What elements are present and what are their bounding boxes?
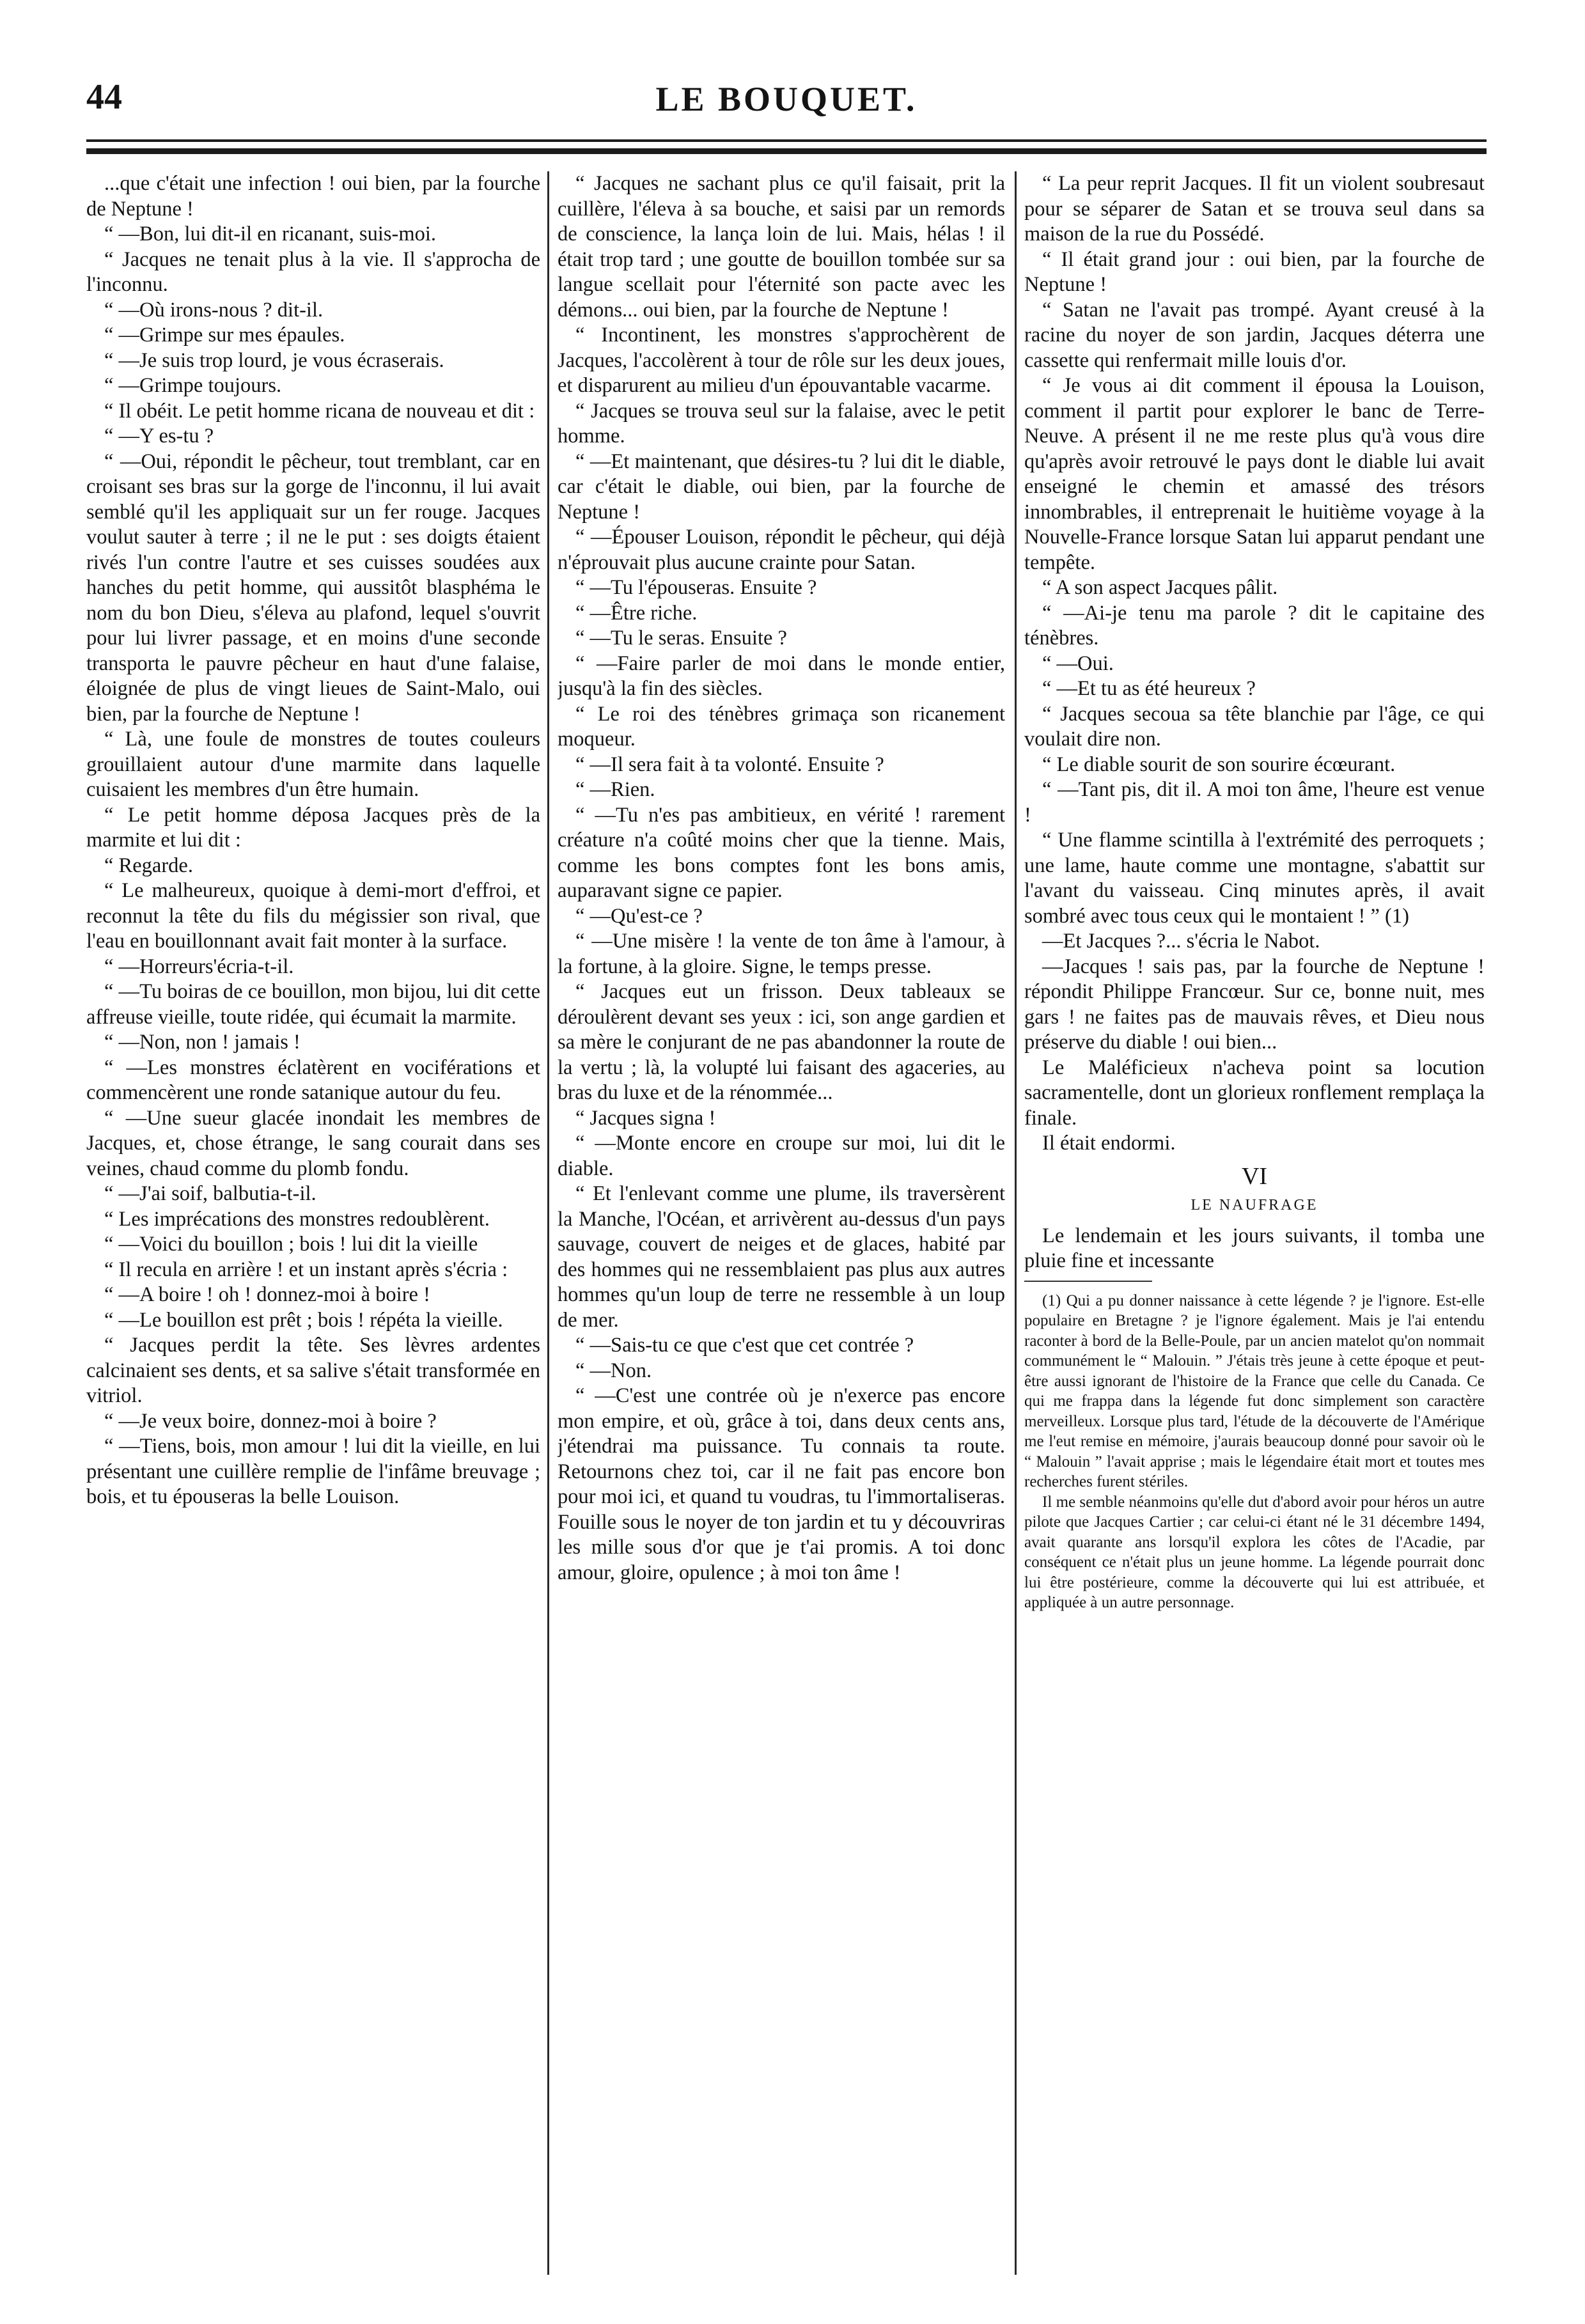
header-rule-thin xyxy=(86,139,1487,142)
paragraph: “ —Je veux boire, donnez-moi à boire ? xyxy=(104,1409,437,1433)
paragraph: “ Je vous ai dit comment il épousa la Louison, comment il partit pour explorer le banc de Terre-Neuve. A présent il ne me reste plus qu'à vous dire qu'après avoir retrouvé le pays dont le diable lui avait enseigné le chemin et amassé des trésors innombrables, il entreprenait le huitième voyage à la Nouvelle-France lorsque Satan lui apparut pendant une tempête. xyxy=(1024,374,1485,574)
paragraph: “ Jacques se trouva seul sur la falaise, avec le petit homme. xyxy=(558,399,1005,448)
paragraph: “ —Sais-tu ce que c'est que cet contrée ? xyxy=(575,1334,914,1357)
paragraph: “ —Non, non ! jamais ! xyxy=(104,1031,301,1054)
paragraph: “ —Je suis trop lourd, je vous écraserais. xyxy=(104,348,444,372)
paragraph: “ Regarde. xyxy=(104,854,193,877)
paragraph: “ Jacques eut un frisson. Deux tableaux se déroulèrent devant ses yeux : ici, son ange gardien et sa mère le conjurant de ne pas abandonner la route de la vertu ; là, la volupté lui faisant des agaceries, au bras du luxe et de la rénommée... xyxy=(558,980,1005,1104)
paragraph: “ —Tant pis, dit il. A moi ton âme, l'heure est venue ! xyxy=(1024,778,1485,827)
paragraph: “ —Et maintenant, que désires-tu ? lui dit le diable, car c'était le diable, oui bien, par la fourche de Neptune ! xyxy=(558,449,1005,524)
paragraph: “ —Qu'est-ce ? xyxy=(575,904,703,928)
paragraph: “ —Bon, lui dit-il en ricanant, suis-moi. xyxy=(104,222,437,246)
paragraph: “ Il était grand jour : oui bien, par la fourche de Neptune ! xyxy=(1024,247,1485,296)
paragraph: “ —Oui. xyxy=(1042,651,1114,675)
paragraph: Le lendemain et les jours suivants, il tomba une pluie fine et incessante xyxy=(1024,1224,1485,1272)
paragraph: “ La peur reprit Jacques. Il fit un violent soubresaut pour se séparer de Satan et se trouva seul dans sa maison de la rue du Possédé. xyxy=(1024,172,1485,246)
paragraph: “ —Épouser Louison, répondit le pêcheur, qui déjà n'éprouvait plus aucune crainte pour Satan. xyxy=(558,526,1005,574)
paragraph: “ —Grimpe toujours. xyxy=(104,374,282,397)
paragraph: “ Satan ne l'avait pas trompé. Ayant creusé à la racine du noyer de son jardin, Jacques déterra une cassette qui renfermait mille louis d'or. xyxy=(1024,298,1485,372)
paragraph: “ —Non. xyxy=(575,1359,652,1382)
paragraph: “ —Le bouillon est prêt ; bois ! répéta la vieille. xyxy=(104,1308,503,1332)
paragraph: “ —A boire ! oh ! donnez-moi à boire ! xyxy=(104,1283,430,1306)
paragraph: —Et Jacques ?... s'écria le Nabot. xyxy=(1042,930,1320,953)
paragraph: —Jacques ! sais pas, par la fourche de Neptune ! répondit Philippe Francœur. Sur ce, bonne nuit, mes gars ! ne faites pas de mauvais rêves, et Dieu nous préserve du diable ! oui bien... xyxy=(1024,955,1485,1054)
paragraph: “ —Tu l'épouseras. Ensuite ? xyxy=(575,576,817,599)
footnote: Il me semble néanmoins qu'elle dut d'abord avoir pour héros un autre pilote que Jacques Cartier ; car celui-ci étant né le 31 décembre 1494, avait quarante ans lorsqu'il explora les côtes de l'Acadie, par conséquent ce n'était plus un jeune homme. La légende pourrait donc lui être postérieure, comme la découverte qui lui est attribuée, et appliquée à un autre personnage. xyxy=(1024,1493,1485,1611)
paragraph: “ —Voici du bouillon ; bois ! lui dit la vieille xyxy=(104,1233,478,1256)
paragraph: “ Les imprécations des monstres redoublèrent. xyxy=(104,1207,490,1231)
paragraph: “ —Les monstres éclatèrent en vociférations et commencèrent une ronde satanique autour du feu. xyxy=(86,1056,540,1104)
paragraph: “ —Une sueur glacée inondait les membres de Jacques, et, chose étrange, le sang courait dans ses veines, chaud comme du plomb fondu. xyxy=(86,1106,540,1180)
paragraph: “ —Ai-je tenu ma parole ? dit le capitaine des ténèbres. xyxy=(1024,601,1485,650)
footnote: (1) Qui a pu donner naissance à cette légende ? je l'ignore. Est-elle populaire en Bretagne ? je l'ignore également. Mais je l'ai entendu raconter à bord de la Belle-Poule, par un ancien matelot qu'on nommait communément le “ Malouin. ” J'étais très jeune à cette époque et peut-être aussi ignorant de l'histoire de la France que celle du Canada. Ce qui me frappa dans la légende fut donc simplement son caractère merveilleux. Lorsque plus tard, l'étude de la découverte de l'Amérique me l'eut remise en mémoire, j'aurais beaucoup donné pour savoir où le “ Malouin ” l'avait apprise ; mais le légendaire était mort et toutes mes recherches furent stériles. xyxy=(1024,1291,1485,1490)
chapter-number: VI xyxy=(1241,1162,1268,1190)
text-column-3 xyxy=(1024,171,1485,2281)
paragraph: “ Le petit homme déposa Jacques près de la marmite et lui dit : xyxy=(86,803,540,852)
paragraph: “ —Être riche. xyxy=(575,601,698,625)
paragraph: “ Le diable sourit de son sourire écœurant. xyxy=(1042,753,1396,776)
paragraph: “ —Tiens, bois, mon amour ! lui dit la vieille, en lui présentant une cuillère remplie de l'infâme breuvage ; bois, et tu épouseras la belle Louison. xyxy=(86,1435,540,1508)
paragraph: “ Incontinent, les monstres s'approchèrent de Jacques, l'accolèrent à tour de rôle sur les deux joues, et disparurent au milieu d'un épouvantable vacarme. xyxy=(558,324,1005,397)
page-number: 44 xyxy=(86,77,122,117)
paragraph: Il était endormi. xyxy=(1042,1132,1176,1155)
paragraph: “ —Une misère ! la vente de ton âme à l'amour, à la fortune, à la gloire. Signe, le temps presse. xyxy=(558,930,1005,978)
paragraph: “ Le malheureux, quoique à demi-mort d'effroi, et reconnut la tête du fils du mégissier son rival, que l'eau en bouillonnant avait fait monter à la surface. xyxy=(86,879,540,953)
header-rule-thick xyxy=(86,148,1487,154)
paragraph: “ —Horreurs'écria-t-il. xyxy=(104,955,294,978)
paragraph: “ —Il sera fait à ta volonté. Ensuite ? xyxy=(575,753,884,776)
paragraph: “ —Tu le seras. Ensuite ? xyxy=(575,627,787,650)
paragraph: “ Jacques ne tenait plus à la vie. Il s'approcha de l'inconnu. xyxy=(86,247,540,296)
paragraph: “ —Où irons-nous ? dit-il. xyxy=(104,298,324,322)
paragraph: “ Jacques signa ! xyxy=(575,1106,716,1130)
paragraph: “ —C'est une contrée où je n'exerce pas encore mon empire, et où, grâce à toi, dans deux cents ans, j'étendrai ma puissance. Tu connais ta route. Retournons chez toi, car il ne fait pas encore bon pour moi ici, et quand tu voudras, tu l'immortaliseras. Fouille sous le noyer de ton jardin et tu y découvriras les mille sous d'or que je t'ai promis. A toi donc amour, gloire, opulence ; à moi ton âme ! xyxy=(558,1384,1005,1584)
column-separator xyxy=(1015,171,1017,2275)
paragraph: “ Une flamme scintilla à l'extrémité des perroquets ; une lame, haute comme une montagne, s'abattit sur l'avant du vaisseau. Cinq minutes après, il avait sombré avec tous ceux qui le montaient ! ” (1) xyxy=(1024,829,1485,928)
text-column-1 xyxy=(86,171,540,2281)
paragraph: “ —Et tu as été heureux ? xyxy=(1042,677,1256,700)
chapter-title: LE NAUFRAGE xyxy=(1191,1197,1318,1213)
paragraph: “ Et l'enlevant comme une plume, ils traversèrent la Manche, l'Océan, et arrivèrent au-dessus d'un pays sauvage, couvert de neiges et de glaces, habité par des hommes qui ne ressemblaient pas plus aux autres hommes qu'un loup de terre ne ressemble à un loup de mer. xyxy=(558,1182,1005,1332)
paragraph: “ —Faire parler de moi dans le monde entier, jusqu'à la fin des siècles. xyxy=(558,651,1005,700)
column-separator xyxy=(547,171,549,2275)
paragraph: “ —Oui, répondit le pêcheur, tout tremblant, car en croisant ses bras sur la gorge de l'inconnu, il lui avait semblé qu'il les appliquait sur un fer rouge. Jacques voulut sauter à terre ; il ne le put : ses doigts étaient rivés l'un contre l'autre et ses cuisses soudées aux hanches du petit homme, qui aussitôt blasphéma le nom du bon Dieu, s'éleva au plafond, lequel s'ouvrit pour lui livrer passage, et en moins d'une seconde transporta le pauvre pêcheur en haut d'une falaise, éloignée de plus de vingt lieues de Saint-Malo, oui bien, par la fourche de Neptune ! xyxy=(86,449,540,726)
paragraph: “ —Rien. xyxy=(575,778,655,801)
paragraph: ...que c'était une infection ! oui bien, par la fourche de Neptune ! xyxy=(86,172,540,221)
paragraph: “ —Y es-tu ? xyxy=(104,425,214,448)
page-header xyxy=(86,77,1487,141)
text-column-2 xyxy=(558,171,1005,2281)
paragraph: “ —Tu boiras de ce bouillon, mon bijou, lui dit cette affreuse vieille, toute ridée, qui écumait la marmite. xyxy=(86,980,540,1029)
paragraph: Le Maléficieux n'acheva point sa locution sacramentelle, dont un glorieux ronflement remplaça la finale. xyxy=(1024,1056,1485,1130)
paragraph: “ Le roi des ténèbres grimaça son ricanement moqueur. xyxy=(558,702,1005,751)
paragraph: “ Il recula en arrière ! et un instant après s'écria : xyxy=(104,1258,508,1281)
paragraph: “ A son aspect Jacques pâlit. xyxy=(1042,576,1278,599)
paragraph: “ Jacques secoua sa tête blanchie par l'âge, ce qui voulait dire non. xyxy=(1024,702,1485,751)
paragraph: “ —Monte encore en croupe sur moi, lui dit le diable. xyxy=(558,1132,1005,1180)
paragraph: “ —Grimpe sur mes épaules. xyxy=(104,324,345,347)
footnote-rule xyxy=(1024,1281,1152,1282)
paragraph: “ —Tu n'es pas ambitieux, en vérité ! rarement créature n'a coûté moins cher que la tienne. Mais, comme les bons comptes font les bons amis, auparavant signe ce papier. xyxy=(558,803,1005,902)
paragraph: “ Jacques ne sachant plus ce qu'il faisait, prit la cuillère, l'éleva à sa bouche, et saisi par un remords de conscience, la lança loin de lui. Mais, hélas ! il était trop tard ; une goutte de bouillon tombée sur sa langue scellait pour l'éternité son pacte avec les démons... oui bien, par la fourche de Neptune ! xyxy=(558,172,1005,322)
paragraph: “ Jacques perdit la tête. Ses lèvres ardentes calcinaient ses dents, et sa salive s'était transformée en vitriol. xyxy=(86,1334,540,1407)
paragraph: “ —J'ai soif, balbutia-t-il. xyxy=(104,1182,316,1205)
running-title: LE BOUQUET. xyxy=(655,80,917,118)
paragraph: “ Là, une foule de monstres de toutes couleurs grouillaient autour d'une marmite dans laquelle cuisaient les membres d'un être humain. xyxy=(86,728,540,801)
paragraph: “ Il obéit. Le petit homme ricana de nouveau et dit : xyxy=(104,399,535,423)
